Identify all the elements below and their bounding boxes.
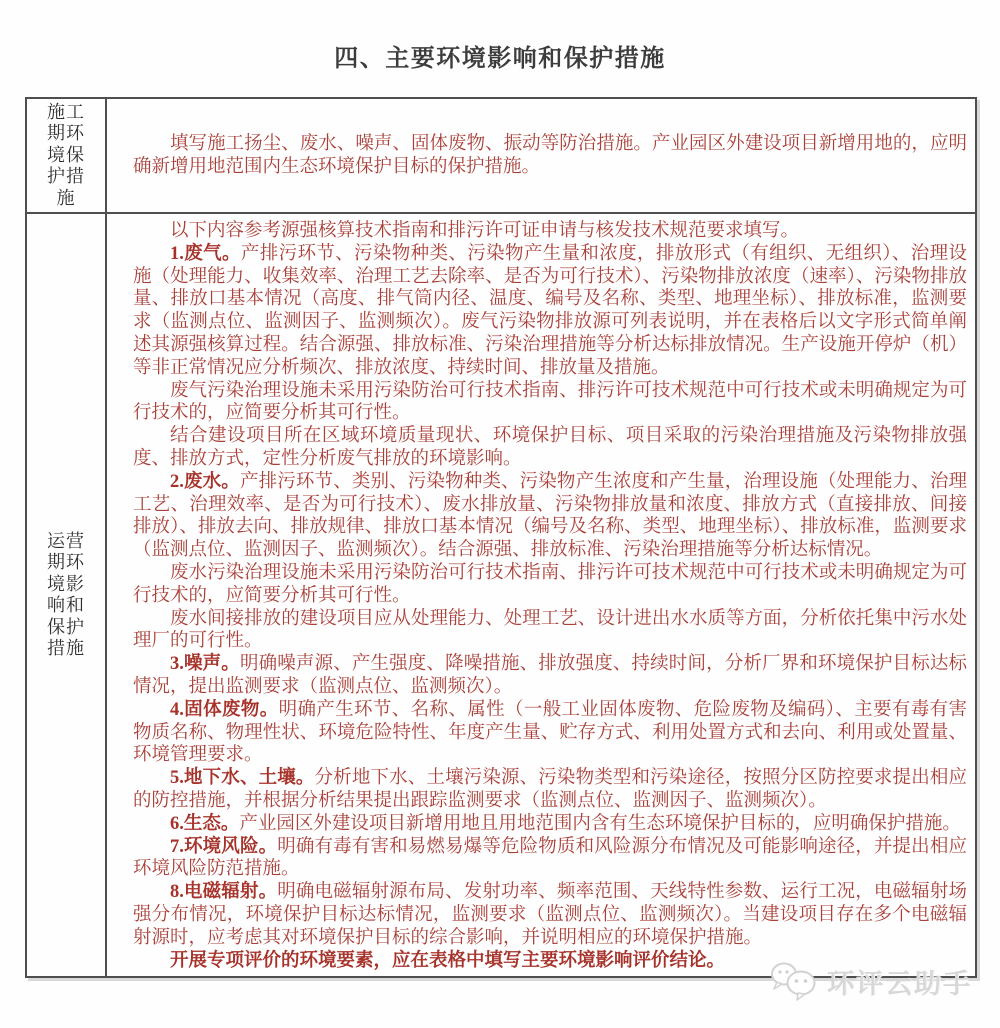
table-row	[26, 98, 976, 213]
paragraph: 开展专项评价的环境要素，应在表格中填写主要环境影响评价结论。	[170, 950, 726, 971]
paragraph-lead: 2.废水。	[170, 471, 240, 492]
paragraph: 废气污染治理设施未采用污染防治可行技术指南、排污许可技术规范中可行技术或未明确规定为可行技术的，应简要分析其可行性。	[133, 380, 967, 424]
paragraph: 1.废气。产排污环节、污染物种类、污染物产生量和浓度，排放形式（有组织、无组织）、治理设施（处理能力、收集效率、治理工艺去除率、是否为可行技术）、污染物排放浓度（速率）、污染物排放量、排放口基本情况（高度、排气筒内径、温度、编号及名称、类型、地理坐标）、排放标准，监测要求（监测点位、监测因子、监测频次）。废气污染物排放源可列表说明，并在表格后以文字形式简单阐述其源强核算过程。结合源强、排放标准、污染治理措施等分析达标排放情况。生产设施开停炉（机）等非正常情况应分析频次、排放浓度、持续时间、排放量及措施。	[133, 243, 967, 378]
paragraph-lead: 7.环境风险。	[170, 836, 278, 857]
watermark	[767, 960, 972, 1002]
row-content-construction	[106, 98, 976, 213]
paragraph-lead: 5.地下水、土壤。	[170, 768, 315, 789]
paragraph: 3.噪声。明确噪声源、产生强度、降噪措施、排放强度、持续时间，分析厂界和环境保护目标达标情况，提出监测要求（监测点位、监测频次）。	[133, 654, 967, 697]
paragraph-lead: 4.固体废物。	[170, 699, 279, 720]
row-content-operation	[106, 213, 976, 977]
paragraph: 废水污染治理设施未采用污染防治可行技术指南、排污许可技术规范中可行技术或未明确规定为可行技术的，应简要分析其可行性。	[133, 562, 967, 606]
paragraph: 以下内容参考源强核算技术指南和排污许可证申请与核发技术规范要求填写。	[170, 221, 800, 241]
row-header-construction-cell	[26, 98, 106, 213]
row-header-construction-text: 施工期环境保护措施	[47, 101, 85, 208]
paragraph: 结合建设项目所在区域环境质量现状、环境保护目标、项目采取的污染治理措施及污染物排放强度、排放方式，定性分析废气排放的环境影响。	[133, 426, 967, 469]
row-header-operation-text: 运营期环境影响和保护措施	[47, 530, 85, 659]
row-header-operation-cell	[26, 213, 106, 977]
paragraph: 6.生态。产业园区外建设项目新增用地且用地范围内含有生态环境保护目标的，应明确保护措施。	[170, 813, 961, 834]
paragraph: 5.地下水、土壤。分析地下水、土壤污染源、污染物类型和污染途径，按照分区防控要求提出相应的防控措施，并根据分析结果提出跟踪监测要求（监测点位、监测因子、监测频次）。	[133, 768, 967, 811]
watermark-label: 环评云助手	[827, 968, 972, 999]
paragraph: 4.固体废物。明确产生环节、名称、属性（一般工业固体废物、危险废物及编码）、主要有毒有害物质名称、物理性状、环境危险特性、年度产生量、贮存方式、利用处置方式和去向、利用或处置量、环境管理要求。	[133, 699, 967, 766]
paragraph: 8.电磁辐射。明确电磁辐射源布局、发射功率、频率范围、天线特性参数、运行工况，电磁辐射场强分布情况，环境保护目标达标情况，监测要求（监测点位、监测频次）。当建设项目存在多个电磁辐射源时，应考虑其对环境保护目标的综合影响，并说明相应的环境保护措施。	[133, 882, 967, 948]
chat-bubbles-icon	[767, 960, 819, 1002]
paragraph: 7.环境风险。明确有毒有害和易燃易爆等危险物质和风险源分布情况及可能影响途径，并提出相应环境风险防范措施。	[133, 836, 967, 880]
paragraph: 2.废水。产排污环节、类别、污染物种类、污染物产生浓度和产生量，治理设施（处理能力、治理工艺、治理效率、是否为可行技术）、废水排放量、污染物排放量和浓度、排放方式（直接排放、间接排放）、排放去向、排放规律、排放口基本情况（编号及名称、类型、地理坐标）、排放标准，监测要求（监测点位、监测因子、监测频次）。结合源强、排放标准、污染治理措施等分析达标情况。	[133, 471, 967, 561]
paragraph: 填写施工扬尘、废水、噪声、固体废物、振动等防治措施。产业园区外建设项目新增用地的，应明确新增用地范围内生态环境保护目标的保护措施。	[133, 133, 967, 177]
paragraph-lead: 1.废气。	[170, 243, 241, 264]
page-title: 四、主要环境影响和保护措施	[334, 46, 666, 72]
paragraph: 废水间接排放的建设项目应从处理能力、处理工艺、设计进出水水质等方面，分析依托集中污水处理厂的可行性。	[133, 608, 967, 652]
table-row	[26, 213, 976, 977]
paragraph-lead: 3.噪声。	[170, 654, 240, 675]
paragraph-lead: 8.电磁辐射。	[170, 882, 278, 903]
measures-table	[25, 97, 977, 978]
paragraph-lead: 6.生态。	[170, 813, 240, 834]
